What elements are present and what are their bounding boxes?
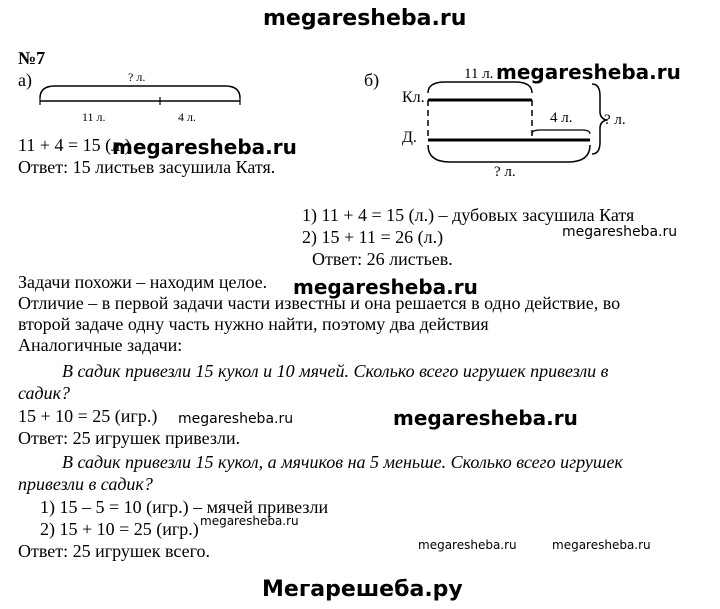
watermark: megaresheba.ru: [293, 275, 478, 299]
footer-title: Мегарешеба.ру: [262, 577, 463, 602]
watermark: megaresheba.ru: [178, 411, 294, 427]
part-b-answer: Ответ: 26 листьев.: [312, 249, 453, 269]
comparison-line2: Отличие – в первой задачи части известны и она решается в одно действие, во: [18, 293, 621, 313]
comparison-line3: второй задаче одну часть нужно найти, поэтому два действия: [18, 314, 489, 334]
part-b-top-label: 11 л.: [464, 66, 494, 82]
comparison-line4: Аналогичные задачи:: [18, 335, 183, 355]
watermark: megaresheba.ru: [552, 538, 651, 552]
task1-text-line1: В садик привезли 15 кукол и 10 мячей. Сколько всего игрушек привезли в: [62, 361, 609, 381]
site-title: megaresheba.ru: [263, 6, 467, 31]
task2-answer: Ответ: 25 игрушек всего.: [18, 541, 211, 561]
comparison-line1: Задачи похожи – находим целое.: [18, 272, 268, 292]
part-b-row2-label: Д.: [402, 129, 417, 146]
part-b-step2: 2) 15 + 11 = 26 (л.): [302, 227, 444, 247]
part-b-label: б): [364, 70, 380, 90]
part-a-left-label: 11 л.: [82, 110, 106, 124]
part-b-step1: 1) 11 + 4 = 15 (л.) – дубовых засушила Катя: [302, 205, 635, 225]
task1-equation: 15 + 10 = 25 (игр.): [18, 406, 158, 426]
task2-step2: 2) 15 + 10 = 25 (игр.): [40, 519, 199, 539]
part-b-row1-label: Кл.: [402, 89, 425, 106]
task1-text-line2: садик?: [18, 383, 71, 403]
problem-number: №7: [18, 48, 46, 68]
part-a-equation: 11 + 4 = 15 (л.): [18, 135, 131, 155]
watermark: megaresheba.ru: [418, 538, 517, 552]
part-a-answer: Ответ: 15 листьев засушила Катя.: [18, 157, 276, 177]
watermark: megaresheba.ru: [200, 514, 299, 528]
part-a-right-label: 4 л.: [178, 110, 196, 124]
part-b-total-right-label: ? л.: [604, 112, 626, 128]
task1-answer: Ответ: 25 игрушек привезли.: [18, 428, 241, 448]
task2-step1: 1) 15 – 5 = 10 (игр.) – мячей привезли: [40, 497, 329, 517]
task2-text-line2: привезли в садик?: [18, 474, 153, 494]
watermark: megaresheba.ru: [496, 60, 681, 84]
part-a-label: а): [18, 70, 32, 90]
watermark: megaresheba.ru: [112, 135, 297, 159]
part-b-bottom-label: ? л.: [494, 164, 516, 180]
part-a-total-label: ? л.: [128, 70, 146, 84]
watermark: megaresheba.ru: [562, 224, 678, 240]
part-b-extra-label: 4 л.: [550, 110, 573, 126]
watermark: megaresheba.ru: [393, 406, 578, 430]
task2-text-line1: В садик привезли 15 кукол, а мячиков на 5 меньше. Сколько всего игрушек: [62, 452, 623, 472]
